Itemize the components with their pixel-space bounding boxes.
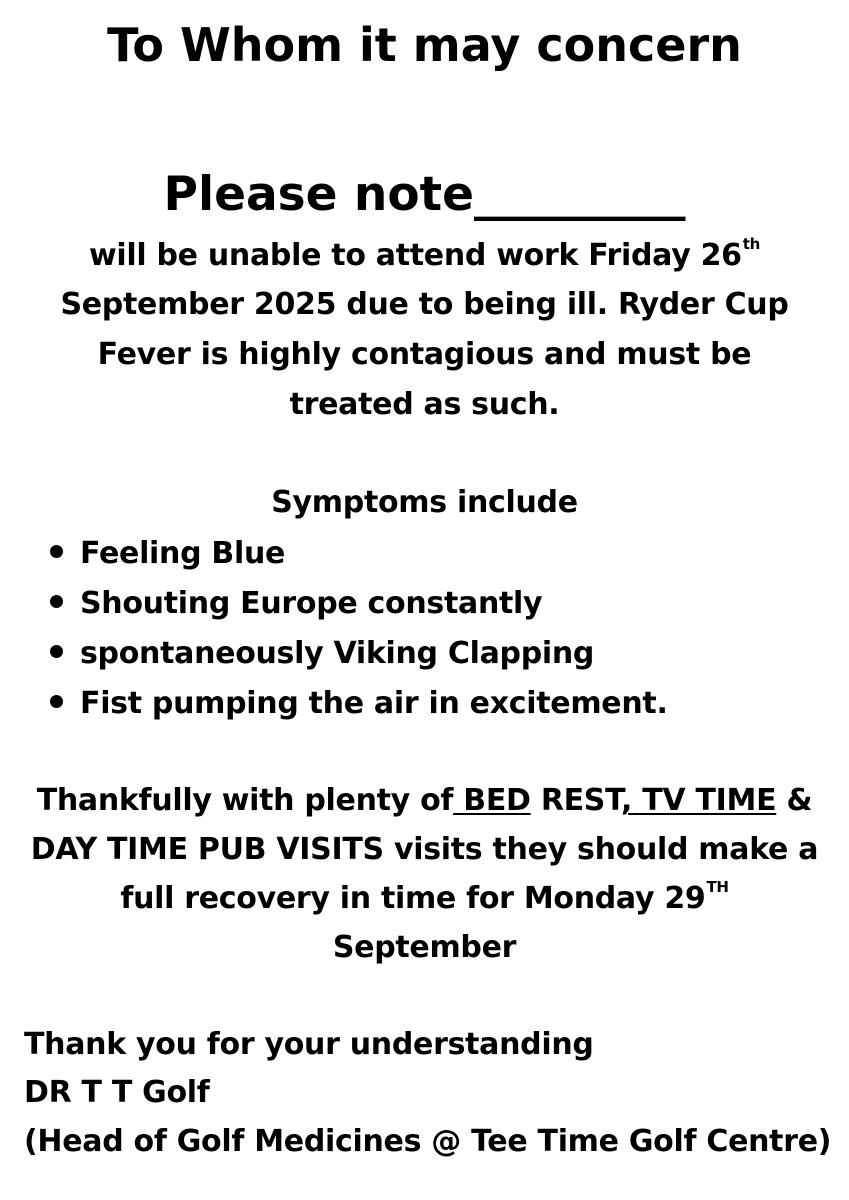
para2-line-4: September <box>332 930 517 965</box>
para2-text-a: Thankfully with plenty of <box>36 783 454 818</box>
para1-line-3: Fever is highly contagious and must be <box>97 337 752 372</box>
bullet-icon <box>50 645 63 658</box>
symptoms-list <box>50 534 668 734</box>
para2-line-2: DAY TIME PUB VISITS visits they should make a <box>30 832 819 867</box>
please-note-heading: Please note_________ <box>163 167 686 222</box>
para1-line-4: treated as such. <box>289 387 560 422</box>
symptom-text: Fist pumping the air in excitement. <box>80 686 668 721</box>
list-item <box>50 634 668 684</box>
closing-thanks: Thank you for your understanding <box>24 1027 594 1062</box>
list-item <box>50 684 668 734</box>
tv-time-underlined: TV TIME <box>632 783 777 818</box>
bullet-icon <box>50 545 63 558</box>
symptom-text: spontaneously Viking Clapping <box>80 636 595 671</box>
para2-line-3-text: full recovery in time for Monday 29 <box>120 881 706 916</box>
bed-underlined: BED <box>453 783 531 818</box>
para2-text-c: & <box>776 783 813 818</box>
signature-role: (Head of Golf Medicines @ Tee Time Golf Centre) <box>24 1124 832 1159</box>
para1-line-1-superscript: th <box>742 235 760 253</box>
para1-line-1 <box>0 235 849 273</box>
comma-underlined: , <box>621 783 633 818</box>
para2-text-b: REST <box>530 783 622 818</box>
symptom-text: Shouting Europe constantly <box>80 586 543 621</box>
symptom-text: Feeling Blue <box>80 536 286 571</box>
bullet-icon <box>50 595 63 608</box>
para1-line-1-text: will be unable to attend work Friday 26 <box>89 238 742 273</box>
para2-line-3 <box>0 878 849 916</box>
symptoms-heading: Symptoms include <box>271 485 578 520</box>
para2-line-3-superscript: TH <box>706 878 729 896</box>
para2-line-1 <box>0 783 849 818</box>
signature-name: DR T T Golf <box>24 1075 210 1110</box>
letter-title: To Whom it may concern <box>107 18 742 72</box>
para1-line-2: September 2025 due to being ill. Ryder Cup <box>60 287 789 322</box>
list-item <box>50 584 668 634</box>
list-item <box>50 534 668 584</box>
bullet-icon <box>50 695 63 708</box>
